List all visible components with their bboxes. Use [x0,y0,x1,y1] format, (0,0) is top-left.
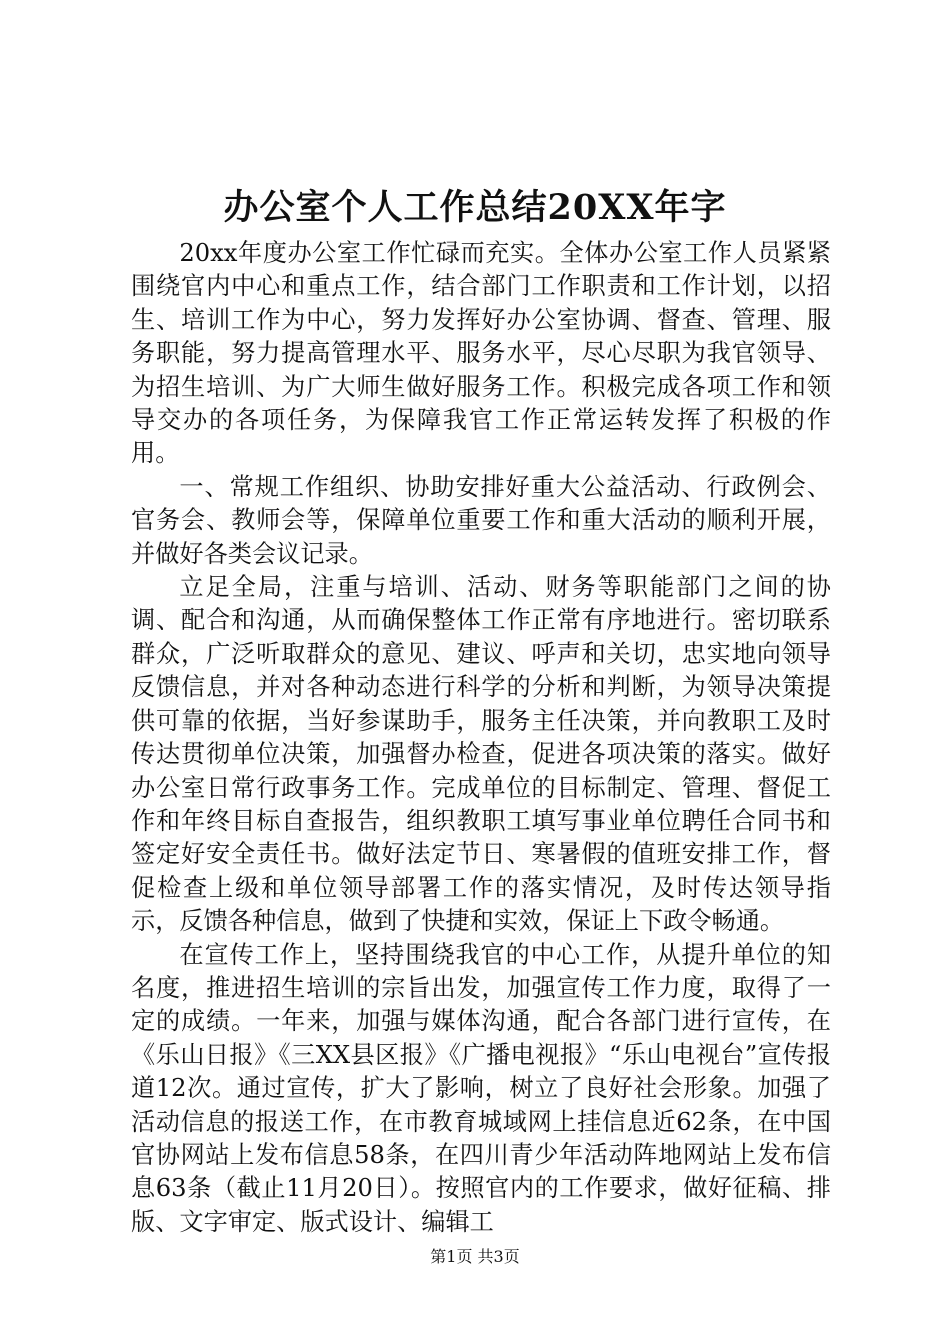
paragraph-coordination: 立足全局，注重与培训、活动、财务等职能部门之间的协调、配合和沟通，从而确保整体工作正常有序地进行。密切联系群众，广泛听取群众的意见、建议、呼声和关切，忠实地向领导反馈信息，并对各种动态进行科学的分析和判断，为领导决策提供可靠的依据，当好参谋助手，服务主任决策，并向教职工及时传达贯彻单位决策，加强督办检查，促进各项决策的落实。做好办公室日常行政事务工作。完成单位的目标制定、管理、督促工作和年终目标自查报告，组织教职工填写事业单位聘任合同书和签定好安全责任书。做好法定节日、寒暑假的值班安排工作，督促检查上级和单位领导部署工作的落实情况，及时传达领导指示，反馈各种信息，做到了快捷和实效，保证上下政令畅通。 [131,573,831,936]
document-body [131,237,831,1239]
paragraph-intro: 20xx年度办公室工作忙碌而充实。全体办公室工作人员紧紧围绕官内中心和重点工作，结合部门工作职责和工作计划，以招生、培训工作为中心，努力发挥好办公室协调、督查、管理、服务职能，努力提高管理水平、服务水平，尽心尽职为我官领导、为招生培训、为广大师生做好服务工作。积极完成各项工作和领导交办的各项任务，为保障我官工作正常运转发挥了积极的作用。 [131,239,831,468]
paragraph-routine-work: 一、常规工作组织、协助安排好重大公益活动、行政例会、官务会、教师会等，保障单位重要工作和重大活动的顺利开展，并做好各类会议记录。 [131,472,831,568]
page-number-footer: 第1页 共3页 [430,1247,520,1266]
paragraph-publicity: 在宣传工作上，坚持围绕我官的中心工作，从提升单位的知名度，推进招生培训的宗旨出发，加强宣传工作力度，取得了一定的成绩。一年来，加强与媒体沟通，配合各部门进行宣传，在《乐山日报》《三XX县区报》《广播电视报》“乐山电视台”宣传报道12次。通过宣传，扩大了影响，树立了良好社会形象。加强了活动信息的报送工作，在市教育城域网上挂信息近62条，在中国官协网站上发布信息58条，在四川青少年活动阵地网站上发布信息63条（截止11月20日）。按照官内的工作要求，做好征稿、排版、文字审定、版式设计、编辑工 [131,940,831,1236]
document-title: 办公室个人工作总结20XX年字 [223,187,727,228]
